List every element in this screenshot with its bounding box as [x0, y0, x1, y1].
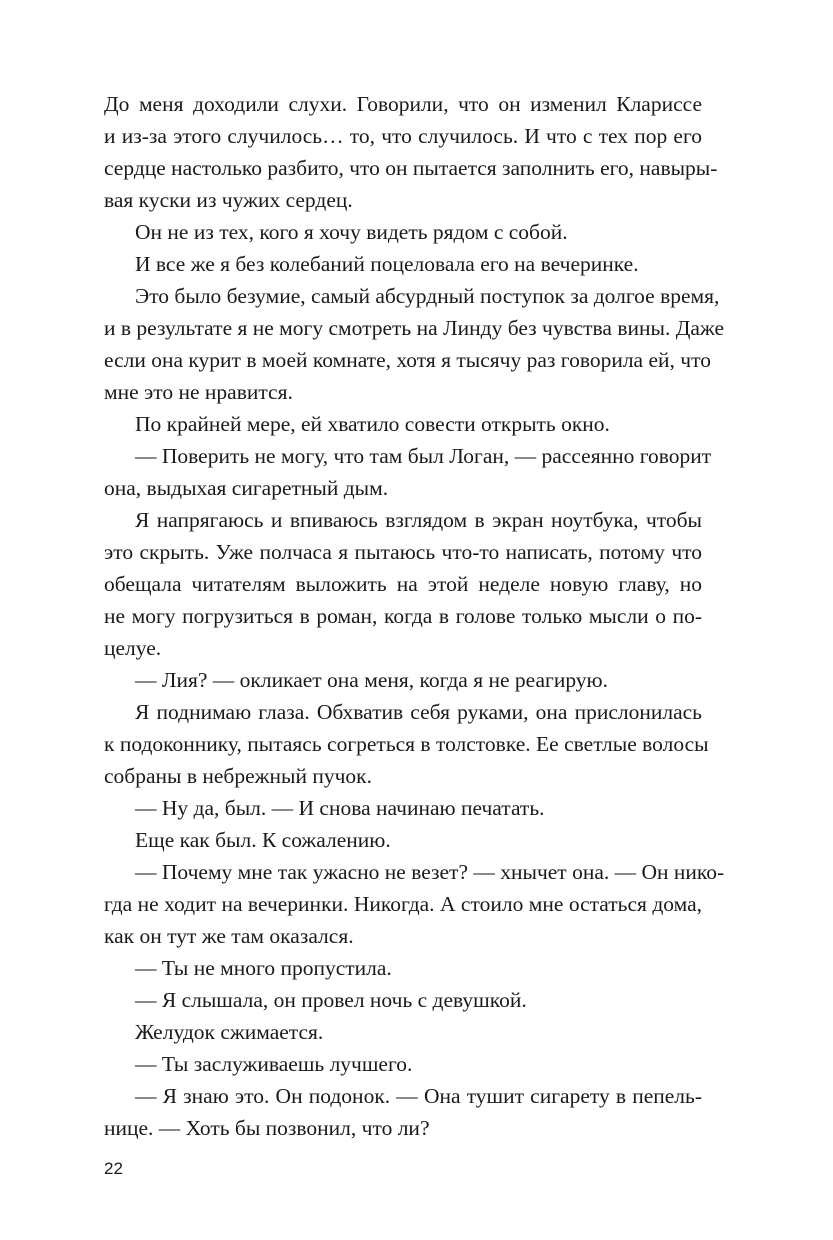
text-line: гда не ходит на вечеринки. Никогда. А стоило мне остаться дома, [104, 892, 702, 916]
text-line: До меня доходили слухи. Говорили, что он изменил Клариссе [104, 92, 702, 116]
text-line: — Почему мне так ужасно не везет? — хнычет она. — Он нико- [135, 860, 725, 884]
text-line: обещала читателям выложить на этой неделе новую главу, но [104, 572, 702, 596]
text-line: и из-за этого случилось… то, что случилось. И что с тех пор его [104, 124, 702, 148]
text-line: вая куски из чужих сердец. [104, 188, 353, 212]
page-number: 22 [104, 1159, 123, 1178]
text-line: Он не из тех, кого я хочу видеть рядом с собой. [135, 220, 568, 244]
text-line: как он тут же там оказался. [104, 924, 354, 948]
text-line: — Ты не много пропустила. [135, 956, 392, 980]
text-line: это скрыть. Уже полчаса я пытаюсь что-то написать, потому что [104, 540, 702, 564]
text-line: — Ну да, был. — И снова начинаю печатать. [135, 796, 545, 820]
text-line: Я поднимаю глаза. Обхватив себя руками, она прислонилась [135, 700, 702, 724]
text-line: И все же я без колебаний поцеловала его на вечеринке. [135, 252, 639, 276]
text-line: сердце настолько разбито, что он пытается заполнить его, навыры- [104, 156, 718, 180]
text-line: и в результате я не могу смотреть на Линду без чувства вины. Даже [104, 316, 725, 340]
text-line: собраны в небрежный пучок. [104, 764, 372, 788]
text-line: если она курит в моей комнате, хотя я тысячу раз говорила ей, что [104, 348, 711, 372]
text-line: Я напрягаюсь и впиваюсь взглядом в экран ноутбука, чтобы [135, 508, 702, 532]
text-line: Еще как был. К сожалению. [135, 828, 391, 852]
text-line: целуе. [104, 636, 162, 660]
text-line: к подоконнику, пытаясь согреться в толстовке. Ее светлые волосы [104, 732, 709, 756]
text-line: По крайней мере, ей хватило совести открыть окно. [135, 412, 610, 436]
text-line: — Я знаю это. Он подонок. — Она тушит сигарету в пепель- [135, 1084, 702, 1108]
text-line: Это было безумие, самый абсурдный поступок за долгое время, [135, 284, 720, 308]
text-line: — Лия? — окликает она меня, когда я не реагирую. [135, 668, 608, 692]
text-line: мне это не нравится. [104, 380, 293, 404]
text-line: — Поверить не могу, что там был Логан, — рассеянно говорит [135, 444, 712, 468]
text-line: не могу погрузиться в роман, когда в голове только мысли о по- [104, 604, 702, 628]
text-line: она, выдыхая сигаретный дым. [104, 476, 389, 500]
text-line: нице. — Хоть бы позвонил, что ли? [104, 1116, 430, 1140]
text-line: — Я слышала, он провел ночь с девушкой. [135, 988, 527, 1012]
text-line: Желудок сжимается. [135, 1020, 324, 1044]
text-line: — Ты заслуживаешь лучшего. [135, 1052, 413, 1076]
